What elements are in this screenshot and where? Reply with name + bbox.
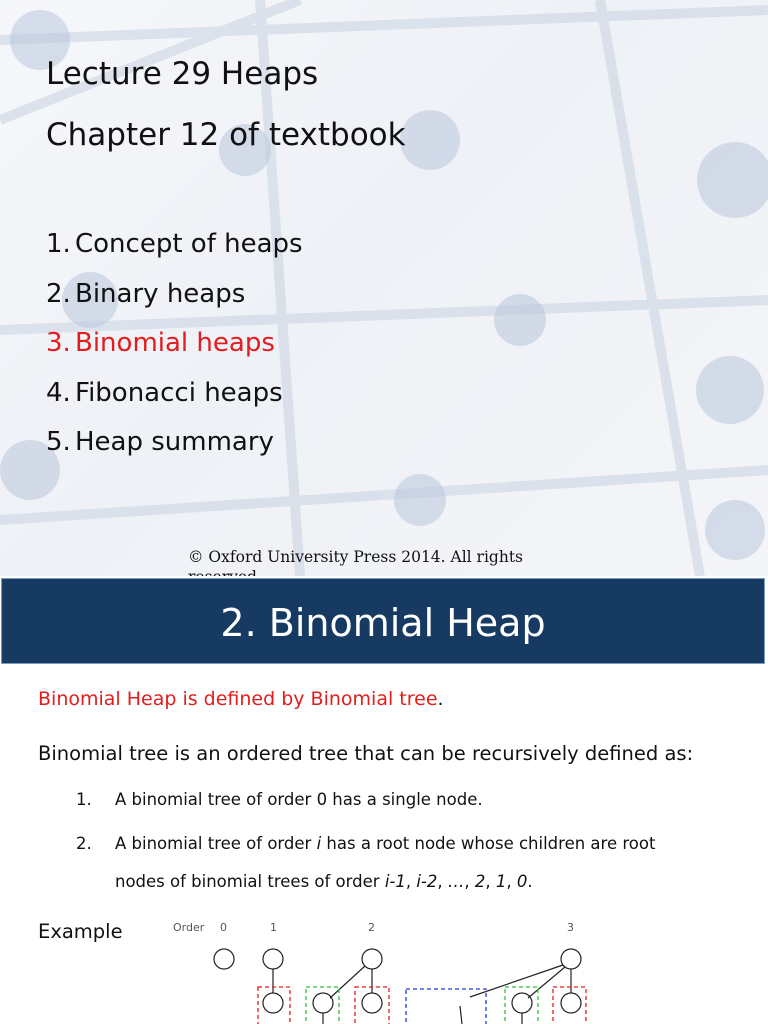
definition-heading xyxy=(38,688,444,710)
order-3-label: 3 xyxy=(567,921,574,934)
lecture-title: Lecture 29 Heaps xyxy=(46,56,319,92)
topic-number: 4. xyxy=(46,377,71,408)
slide-header xyxy=(1,578,765,664)
tree-node xyxy=(362,993,382,1013)
order-sequence-item: 0 xyxy=(516,872,528,891)
definition-period: . xyxy=(437,688,444,710)
order-sequence-item: … xyxy=(447,872,465,891)
subtree-order-2-box xyxy=(406,989,486,1024)
topic-list xyxy=(46,220,303,468)
topic-label: Fibonacci heaps xyxy=(75,377,283,408)
order-0-label: 0 xyxy=(220,921,227,934)
tree-node xyxy=(561,949,581,969)
rule-text: A binomial tree of order xyxy=(115,834,317,853)
rule-text: A binomial tree of order 0 has a single node. xyxy=(115,790,483,809)
rule-text: has a root node whose children are root xyxy=(321,834,656,853)
binomial-tree-diagram xyxy=(160,912,600,1024)
copyright-notice: © Oxford University Press 2014. All rights xyxy=(188,548,524,566)
rule-number: 2. xyxy=(76,834,92,853)
tree-node xyxy=(512,993,532,1013)
definition-red-text: Binomial Heap is defined by Binomial tree xyxy=(38,688,438,710)
slide-binomial-heap xyxy=(0,576,768,1024)
topic-number: 3. xyxy=(46,328,71,358)
order-1-label: 1 xyxy=(270,921,277,934)
tree-node xyxy=(263,949,283,969)
topic-label: Concept of heaps xyxy=(75,229,303,259)
rule-continuation: nodes of binomial trees of order i-1, i-2, …, 2, 1, 0. xyxy=(115,872,533,891)
rule-variable: i xyxy=(316,834,322,853)
topic-number: 5. xyxy=(46,427,71,457)
topic-number: 2. xyxy=(46,278,71,309)
topic-number: 1. xyxy=(46,229,71,259)
tree-node xyxy=(313,993,333,1013)
chapter-title: Chapter 12 of textbook xyxy=(46,117,406,153)
tree-node xyxy=(263,993,283,1013)
order-label: Order xyxy=(173,921,205,934)
topic-item xyxy=(46,270,303,320)
rule-item xyxy=(76,790,483,809)
tree-node xyxy=(214,949,234,969)
order-sequence-item: 1 xyxy=(495,872,507,891)
rule-text: . xyxy=(527,872,533,891)
topic-item xyxy=(46,220,303,270)
topic-label: Heap summary xyxy=(75,427,274,457)
slide-title: 2. Binomial Heap xyxy=(220,601,546,645)
order-2-label: 2 xyxy=(368,921,375,934)
rule-item xyxy=(76,834,655,853)
topic-item xyxy=(46,369,303,419)
order-sequence-item: 2 xyxy=(474,872,486,891)
topic-label: Binomial heaps xyxy=(75,328,275,358)
topic-item-current xyxy=(46,319,303,369)
rule-text: nodes of binomial trees of order xyxy=(115,872,385,891)
rule-number: 1. xyxy=(76,790,92,809)
example-label: Example xyxy=(38,920,123,943)
definition-text: Binomial tree is an ordered tree that can be recursively defined as: xyxy=(38,742,694,765)
order-sequence-item: i-1 xyxy=(384,872,406,891)
tree-node xyxy=(561,993,581,1013)
order-sequence-item: i-2 xyxy=(416,872,438,891)
topic-item xyxy=(46,418,303,468)
topic-label: Binary heaps xyxy=(75,278,246,309)
